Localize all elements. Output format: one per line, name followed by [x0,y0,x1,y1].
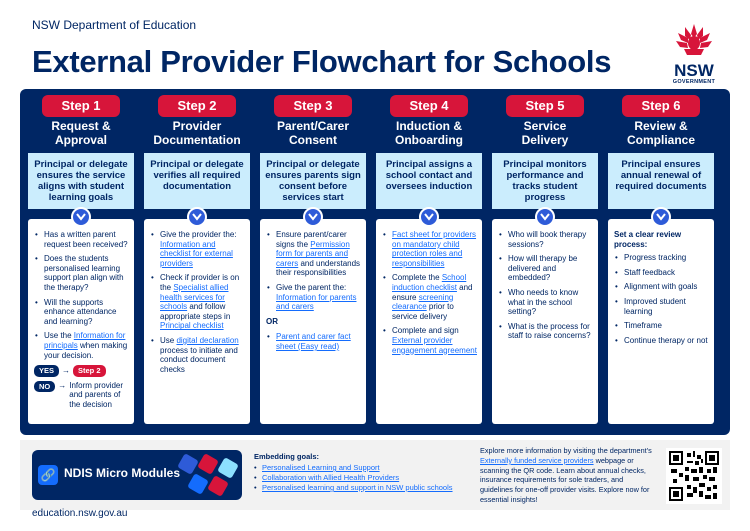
step-badge: Step 1 [42,95,120,117]
footer-band [20,440,730,510]
arrow-right-icon: → [62,366,71,376]
step-title-line: Compliance [626,133,695,147]
permission-form-link[interactable]: Permission form for parents and carers [276,239,350,268]
qr-code-icon [669,451,719,501]
more-information-text [480,446,658,505]
website-url[interactable]: education.nsw.gov.au [32,508,128,519]
review-process-heading: Set a clear review process: [614,230,682,249]
list-item: • Continue therapy or not [614,336,709,346]
step-title-line: Approval [54,133,107,147]
nsw-public-schools-link[interactable]: Personalised learning and support in NSW public schools [262,483,453,492]
step-title-line: Documentation [153,133,241,147]
text: Use the [44,331,74,341]
step-details [28,219,134,424]
text: and understands their responsibilities [276,258,361,278]
list-item: • Will the supports enhance attendance and learning? [34,298,129,327]
page-title: External Provider Flowchart for Schools [32,44,612,79]
step-summary: Principal assigns a school contact and oversees induction [376,153,482,209]
step-details [260,219,366,424]
embedding-goals-title: Embedding goals: [254,452,320,461]
step-details [144,219,250,424]
step-summary: Principal monitors performance and tracks student progress [492,153,598,209]
list-item [150,336,245,374]
text: Explore more information by visiting the department's [480,446,652,455]
hexagon-icon [217,457,239,479]
list-item: • Who will book therapy sessions? [498,230,593,249]
no-outcome-text: Inform provider and parents of the decision [69,380,124,409]
list-item [254,473,474,483]
yes-badge: YES [34,365,59,377]
step-details [492,219,598,424]
text: and follow appropriate steps in [160,302,231,321]
step-badge: Step 2 [158,95,236,117]
step-details [376,219,482,424]
list-item: • Progress tracking [614,253,709,263]
list-item [266,230,361,278]
ndis-banner-label: NDIS Micro Modules [64,466,181,480]
chevron-down-icon [71,207,91,227]
digital-declaration-link[interactable]: digital declaration [176,335,239,345]
text: prior to service delivery [392,302,454,321]
text: Give the provider the: [160,230,237,239]
step-badge: Step 6 [622,95,700,117]
specialist-services-link[interactable]: Specialist allied health services for schools [160,282,229,312]
list-item [34,331,129,360]
ndis-micro-modules-banner[interactable] [32,450,242,500]
step-title-line: Delivery [521,133,569,147]
list-item: • Who needs to know what in the school setting? [498,288,593,317]
list-item [150,230,245,268]
organisation-name: NSW Department of Education [32,18,197,32]
list-item: • How will therapy be delivered and embedded? [498,254,593,283]
list-item [266,283,361,312]
chevron-down-icon [419,207,439,227]
step-title-line: Onboarding [395,133,463,147]
step-2-badge: Step 2 [73,365,106,377]
induction-checklist-link[interactable]: School induction checklist [392,273,467,292]
list-item [254,483,474,493]
hexagon-icon [197,453,219,475]
step-badge: Step 4 [390,95,468,117]
logo-wordmark: NSW [674,61,714,80]
engagement-agreement-link[interactable]: External provider engagement agreement [392,335,477,355]
list-item [150,273,245,331]
text: webpage or scanning the QR code. Learn about annual checks, insurance requirements for sole traders, and guidelines for one-off provider visits. Explore now for essential insights! [480,455,650,504]
text: Check if provider is on the [160,273,240,292]
list-item: • Does the students personalised learning support plan align with the therapy? [34,254,129,292]
embedding-goals [254,452,474,493]
list-item: • What is the process for staff to raise concerns? [498,322,593,341]
link-icon: 🔗 [38,465,58,485]
logo-subtext: GOVERNMENT [672,79,716,85]
text: and ensure [392,282,473,302]
screening-clearance-link[interactable]: screening clearance [392,292,454,312]
chevron-down-icon [187,207,207,227]
step-badge: Step 5 [506,95,584,117]
arrow-right-icon: → [58,380,67,390]
list-item [382,326,477,355]
text: Complete and sign [392,326,459,336]
step-summary: Principal or delegate ensures the service aligns with student learning goals [28,153,134,209]
no-row [34,381,129,410]
provider-checklist-link[interactable]: Information and checklist for external providers [160,239,233,268]
step-title-line: Provider [172,119,222,133]
list-item: • Improved student learning [614,297,709,316]
step-title-line: Consent [289,133,337,147]
list-item: • Staff feedback [614,268,709,278]
or-label: OR [266,316,278,326]
principal-checklist-link[interactable]: Principal checklist [160,321,224,331]
hexagon-icon [207,475,229,497]
text: process to initiate and conduct document checks [160,345,238,374]
step-title-line: Parent/Carer [276,119,350,133]
step-badge: Step 3 [274,95,352,117]
list-item [266,332,361,351]
information-for-principals-link[interactable]: Information for principals [44,331,126,350]
chevron-down-icon [303,207,323,227]
text: Give the parent the: [276,282,347,292]
step-summary: Principal ensures annual renewal of required documents [608,153,714,209]
step-title-line: Service [523,119,567,133]
chevron-down-icon [651,207,671,227]
hexagon-icon [187,473,209,495]
list-item: • Timeframe [614,321,709,331]
step-title-line: Review & [634,119,688,133]
step-title-line: Induction & [396,119,462,133]
fact-sheet-easy-read-link[interactable]: Parent and carer fact sheet (Easy read) [276,332,351,351]
personalised-learning-link[interactable]: Personalised Learning and Support [262,463,380,472]
collaboration-link[interactable]: Collaboration with Allied Health Providers [262,473,400,482]
waratah-flower-icon [673,22,715,56]
text: Use [160,335,177,345]
step-summary: Principal or delegate verifies all required documentation [144,153,250,209]
hexagon-icon [177,453,199,475]
chevron-down-icon [535,207,555,227]
externally-funded-providers-link[interactable]: Externally funded service providers [480,455,594,465]
step-title-line: Request & [51,119,111,133]
child-protection-fact-sheet-link[interactable]: Fact sheet for providers on mandatory child protection roles and responsibilities [392,230,477,268]
parent-information-link[interactable]: Information for parents and carers [276,292,357,312]
step-details [608,219,714,424]
text: Ensure parent/carer signs the [276,230,347,249]
yes-row [34,365,129,377]
list-item [382,230,477,268]
step-summary: Principal or delegate ensures parents sign consent before services start [260,153,366,209]
list-item: • Alignment with goals [614,282,709,292]
text: Complete the [392,273,442,283]
flowchart-panel [20,89,730,435]
no-badge: NO [34,381,55,393]
list-item [382,273,477,321]
text: when making your decision. [44,340,128,360]
qr-code[interactable] [666,448,722,504]
list-item [254,463,474,473]
nsw-government-logo [668,22,720,85]
list-item: • Has a written parent request been received? [34,230,129,249]
